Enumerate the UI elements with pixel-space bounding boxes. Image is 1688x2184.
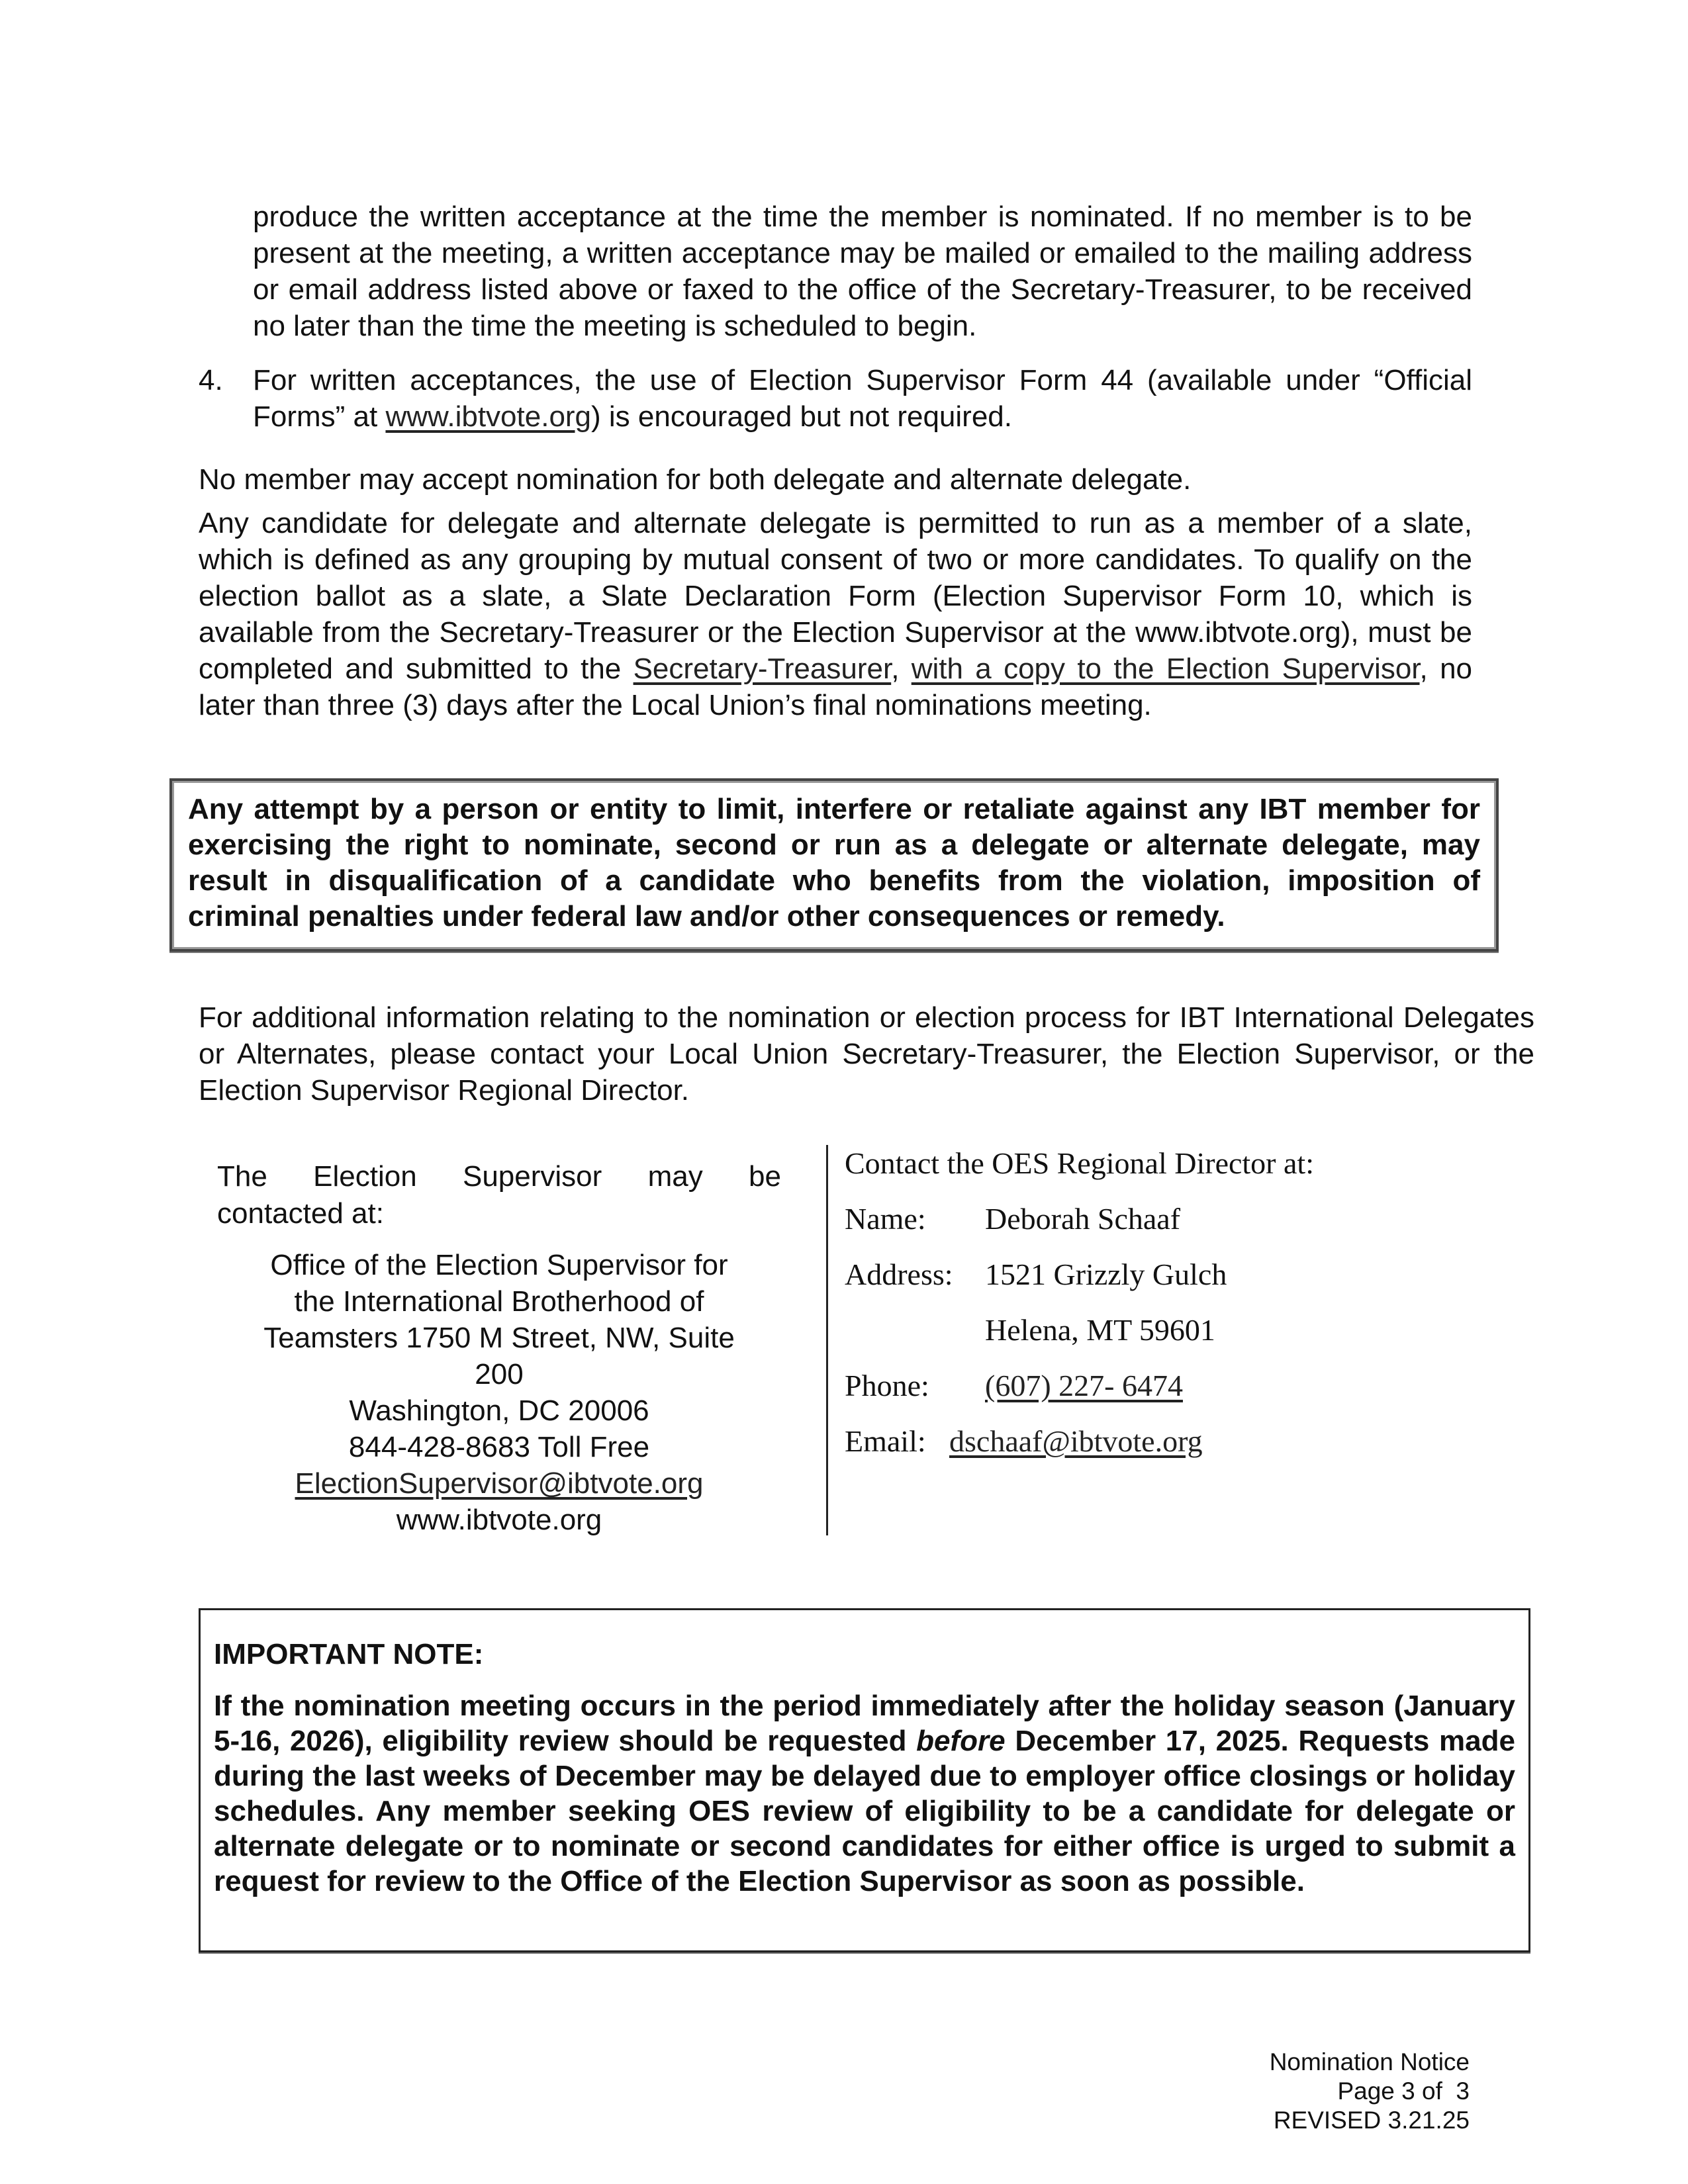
footer-revision: REVISED 3.21.25	[1273, 2107, 1470, 2134]
important-note-text	[214, 1688, 1515, 1899]
toll-free-phone: 844-428-8683 Toll Free	[348, 1431, 650, 1463]
address-line: the International Brotherhood of	[294, 1285, 704, 1318]
acceptance-continuation-paragraph: produce the written acceptance at the time the member is nominated. If no member is to be present at the meeting, a written acceptance may be mailed or emailed to the mailing address or email address listed above or faxed to the office of the Secretary-Treasurer, to be received no later than the time the meeting is scheduled to begin.	[253, 201, 1472, 342]
list-item-4	[199, 362, 1472, 435]
important-note-title: IMPORTANT NOTE:	[214, 1638, 484, 1670]
retaliation-warning-box	[169, 778, 1499, 952]
slate-paragraph	[199, 505, 1472, 723]
slate-text-outro: , no later than three (3) days after the Local Union’s final nominations meeting.	[199, 653, 1473, 721]
election-supervisor-heading-line2: contacted at:	[217, 1197, 384, 1230]
copy-to-election-supervisor-link[interactable]: with a copy to the Election Supervisor	[911, 653, 1420, 685]
secretary-treasurer-link[interactable]: Secretary-Treasurer	[633, 653, 892, 685]
ibtvote-link[interactable]: www.ibtvote.org	[385, 400, 592, 433]
address-line: Office of the Election Supervisor for	[270, 1249, 728, 1281]
election-supervisor-email-link[interactable]: ElectionSupervisor@ibtvote.org	[295, 1467, 704, 1500]
regional-director-email-link[interactable]: dschaaf@ibtvote.org	[949, 1424, 1203, 1458]
regional-director-phone-link[interactable]: (607) 227- 6474	[985, 1369, 1183, 1402]
regional-director-name-row	[845, 1191, 1440, 1247]
regional-director-address-row	[845, 1247, 1440, 1302]
regional-director-address-row-2	[845, 1302, 1440, 1358]
additional-info-paragraph: For additional information relating to the nomination or election process for IBT International Delegates or Alternates, please contact your Local Union Secretary-Treasurer, the Election Supervisor, or the Election Supervisor Regional Director.	[199, 1001, 1534, 1107]
retaliation-warning-text: Any attempt by a person or entity to limit, interfere or retaliate against any IBT member for exercising the right to nominate, second or run as a delegate or alternate delegate, may result in disqualification of a candidate who benefits from the violation, imposition of criminal penalties under federal law and/or other consequences or remedy.	[188, 793, 1480, 933]
election-supervisor-website: www.ibtvote.org	[396, 1504, 602, 1536]
email-label: Email:	[845, 1424, 926, 1458]
regional-director-email-row	[845, 1414, 1440, 1469]
address-label: Address:	[845, 1257, 953, 1291]
election-supervisor-heading-line1: The Election Supervisor may be	[217, 1160, 781, 1193]
list-item-text-after-link: ) is encouraged but not required.	[591, 400, 1012, 433]
regional-director-address-line1: 1521 Grizzly Gulch	[985, 1257, 1227, 1291]
regional-director-name: Deborah Schaaf	[985, 1202, 1181, 1236]
list-item-text-before-link: For written acceptances, the use of Election Supervisor Form 44 (available under “Official Forms” at	[253, 364, 1472, 433]
important-note-italic: before	[916, 1725, 1006, 1757]
election-supervisor-email-container	[217, 1465, 781, 1502]
footer-page-number: Page 3 of 3	[1337, 2077, 1470, 2105]
name-label: Name:	[845, 1202, 926, 1236]
phone-label: Phone:	[845, 1369, 929, 1402]
no-dual-nomination-paragraph: No member may accept nomination for both delegate and alternate delegate.	[199, 463, 1192, 496]
footer-document-title: Nomination Notice	[1269, 2048, 1470, 2075]
column-divider	[826, 1145, 828, 1535]
address-line: Washington, DC 20006	[349, 1394, 649, 1427]
slate-separator: ,	[891, 653, 912, 685]
regional-director-contact	[845, 1136, 1440, 1469]
regional-director-phone-row	[845, 1358, 1440, 1414]
important-note-text-part1: If the nomination meeting occurs in the period immediately after the holiday season (January 5-16, 2026), eligibility review should be requested	[214, 1690, 1515, 1757]
list-item-number: 4.	[199, 364, 223, 396]
address-line: 200	[475, 1358, 524, 1390]
regional-director-heading: Contact the OES Regional Director at:	[845, 1146, 1314, 1180]
page-footer	[1270, 2048, 1470, 2135]
slate-text-intro: Any candidate for delegate and alternate delegate is permitted to run as a member of a slate, which is defined as any grouping by mutual consent of two or more candidates. To qualify on the election ballot as a slate, a Slate Declaration Form (Election Supervisor Form 10, which is available from the Secretary-Treasurer or the Election Supervisor at the www.ibtvote.org), must be completed and submitted to the	[199, 507, 1472, 685]
important-note-text-part2: December 17, 2025. Requests made during the last weeks of December may be delayed due to employer office closings or holiday schedules. Any member seeking OES review of eligibility to be a candidate for delegate or alternate delegate or to nominate or second candidates for either office is urged to submit a request for review to the Office of the Election Supervisor as soon as possible.	[214, 1725, 1516, 1897]
election-supervisor-contact	[217, 1158, 781, 1538]
regional-director-address-line2: Helena, MT 59601	[985, 1313, 1215, 1347]
list-item-text	[253, 362, 1472, 435]
important-note-box	[199, 1608, 1530, 1952]
address-line: Teamsters 1750 M Street, NW, Suite	[263, 1322, 735, 1354]
